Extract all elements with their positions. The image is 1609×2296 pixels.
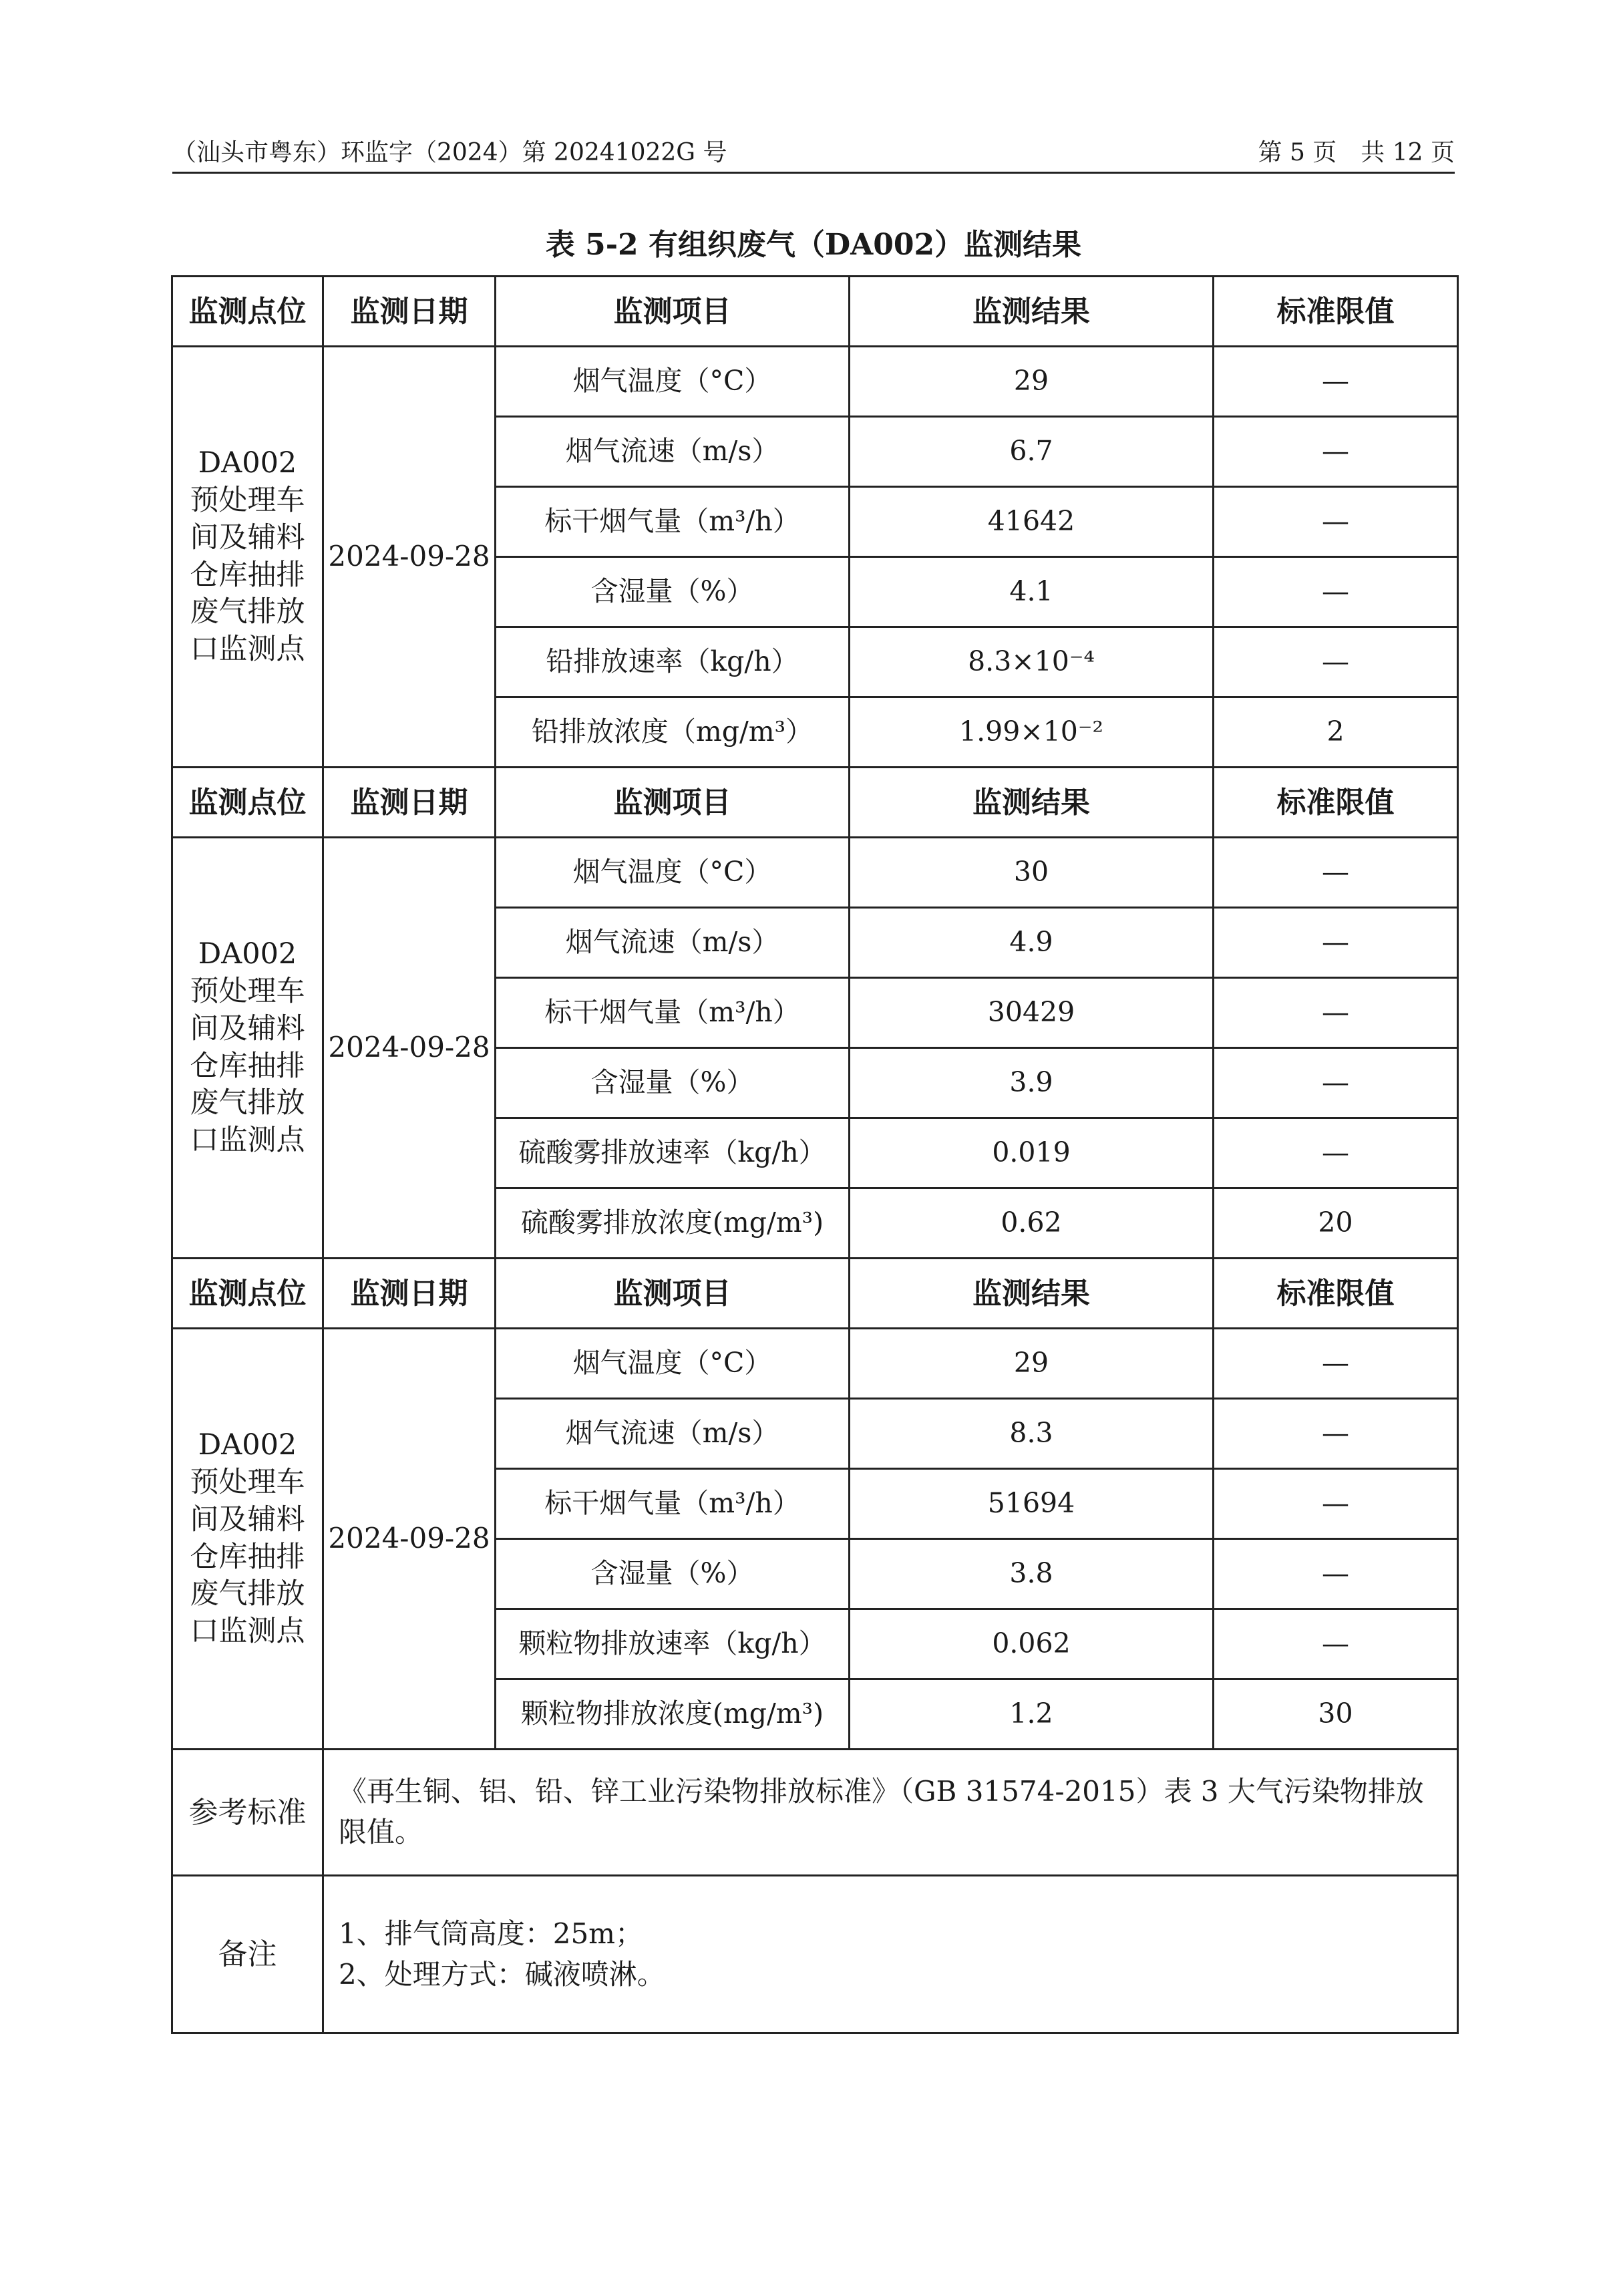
monitoring-result: 8.3	[850, 1399, 1214, 1469]
monitoring-result: 1.99×10⁻²	[850, 697, 1214, 768]
column-header: 监测日期	[323, 768, 496, 838]
column-header: 监测项目	[496, 1259, 850, 1329]
monitoring-date: 2024-09-28	[323, 838, 496, 1259]
column-header: 监测点位	[172, 768, 323, 838]
column-header: 标准限值	[1214, 1259, 1458, 1329]
monitoring-item: 硫酸雾排放浓度(mg/m³)	[496, 1188, 850, 1259]
column-header: 监测项目	[496, 277, 850, 347]
monitoring-item: 标干烟气量（m³/h）	[496, 978, 850, 1048]
monitoring-result: 29	[850, 347, 1214, 417]
standard-limit: —	[1214, 838, 1458, 908]
monitoring-item: 烟气温度（°C）	[496, 1329, 850, 1399]
monitoring-item: 含湿量（%）	[496, 557, 850, 627]
standard-limit: 30	[1214, 1679, 1458, 1750]
notes-label: 备注	[172, 1876, 323, 2033]
monitoring-result: 41642	[850, 487, 1214, 557]
note-line: 2、处理方式：碱液喷淋。	[339, 1957, 665, 1991]
table-body	[172, 277, 1458, 2033]
standard-limit: —	[1214, 417, 1458, 487]
monitoring-result: 30429	[850, 978, 1214, 1048]
table-row	[172, 347, 1458, 417]
column-header: 标准限值	[1214, 277, 1458, 347]
standard-limit: —	[1214, 1609, 1458, 1679]
standard-limit: —	[1214, 1048, 1458, 1118]
monitoring-results-table	[171, 275, 1459, 2034]
header-row	[172, 1259, 1458, 1329]
table-row	[172, 838, 1458, 908]
monitoring-item: 标干烟气量（m³/h）	[496, 1469, 850, 1539]
monitoring-result: 1.2	[850, 1679, 1214, 1750]
monitoring-item: 硫酸雾排放速率（kg/h）	[496, 1118, 850, 1188]
monitoring-site-cell	[172, 1329, 323, 1750]
standard-limit: —	[1214, 347, 1458, 417]
monitoring-result: 3.8	[850, 1539, 1214, 1609]
page-header	[172, 134, 1455, 174]
column-header: 监测结果	[850, 768, 1214, 838]
monitoring-item: 铅排放速率（kg/h）	[496, 627, 850, 697]
monitoring-date: 2024-09-28	[323, 347, 496, 768]
header-row	[172, 768, 1458, 838]
monitoring-result: 0.019	[850, 1118, 1214, 1188]
column-header: 监测结果	[850, 1259, 1214, 1329]
monitoring-result: 6.7	[850, 417, 1214, 487]
notes-row	[172, 1876, 1458, 2033]
monitoring-item: 烟气温度（°C）	[496, 347, 850, 417]
monitoring-item: 铅排放浓度（mg/m³）	[496, 697, 850, 768]
reference-label: 参考标准	[172, 1750, 323, 1876]
monitoring-item: 烟气流速（m/s）	[496, 908, 850, 978]
standard-limit: —	[1214, 487, 1458, 557]
standard-limit: —	[1214, 1399, 1458, 1469]
monitoring-item: 颗粒物排放速率（kg/h）	[496, 1609, 850, 1679]
note-line: 1、排气筒高度：25m；	[339, 1917, 643, 1950]
standard-limit: 20	[1214, 1188, 1458, 1259]
monitoring-item: 含湿量（%）	[496, 1048, 850, 1118]
standard-limit: —	[1214, 1539, 1458, 1609]
standard-limit: —	[1214, 1329, 1458, 1399]
column-header: 监测日期	[323, 1259, 496, 1329]
column-header: 监测项目	[496, 768, 850, 838]
monitoring-result: 51694	[850, 1469, 1214, 1539]
standard-limit: —	[1214, 627, 1458, 697]
standard-limit: —	[1214, 557, 1458, 627]
monitoring-item: 标干烟气量（m³/h）	[496, 487, 850, 557]
table-title: 表 5-2 有组织废气（DA002）监测结果	[545, 228, 1082, 262]
monitoring-result: 29	[850, 1329, 1214, 1399]
monitoring-item: 烟气流速（m/s）	[496, 1399, 850, 1469]
standard-limit: —	[1214, 1118, 1458, 1188]
monitoring-item: 颗粒物排放浓度(mg/m³)	[496, 1679, 850, 1750]
standard-limit: —	[1214, 1469, 1458, 1539]
monitoring-result: 4.9	[850, 908, 1214, 978]
table-row	[172, 1329, 1458, 1399]
monitoring-result: 30	[850, 838, 1214, 908]
monitoring-item: 含湿量（%）	[496, 1539, 850, 1609]
column-header: 标准限值	[1214, 768, 1458, 838]
reference-row	[172, 1750, 1458, 1876]
monitoring-date: 2024-09-28	[323, 1329, 496, 1750]
monitoring-site: DA002预处理车间及辅料仓库抽排废气排放口监测点	[190, 1428, 305, 1649]
reference-standard-text: 《再生铜、铝、铅、锌工业污染物排放标准》（GB 31574-2015）表 3 大气污染物排放限值。	[323, 1750, 1458, 1876]
monitoring-result: 8.3×10⁻⁴	[850, 627, 1214, 697]
monitoring-result: 0.62	[850, 1188, 1214, 1259]
header-row	[172, 277, 1458, 347]
notes-content	[323, 1876, 1458, 2033]
monitoring-item: 烟气流速（m/s）	[496, 417, 850, 487]
monitoring-site-cell	[172, 838, 323, 1259]
standard-limit: 2	[1214, 697, 1458, 768]
column-header: 监测日期	[323, 277, 496, 347]
monitoring-site: DA002预处理车间及辅料仓库抽排废气排放口监测点	[190, 937, 305, 1158]
monitoring-item: 烟气温度（°C）	[496, 838, 850, 908]
standard-limit: —	[1214, 978, 1458, 1048]
column-header: 监测点位	[172, 277, 323, 347]
column-header: 监测结果	[850, 277, 1214, 347]
monitoring-result: 3.9	[850, 1048, 1214, 1118]
monitoring-site-cell	[172, 347, 323, 768]
column-header: 监测点位	[172, 1259, 323, 1329]
monitoring-result: 0.062	[850, 1609, 1214, 1679]
document-number: （汕头市粤东）环监字（2024）第 20241022G 号	[172, 139, 727, 166]
monitoring-result: 4.1	[850, 557, 1214, 627]
page-number: 第 5 页 共 12 页	[1258, 139, 1455, 166]
monitoring-site: DA002预处理车间及辅料仓库抽排废气排放口监测点	[190, 446, 305, 667]
standard-limit: —	[1214, 908, 1458, 978]
